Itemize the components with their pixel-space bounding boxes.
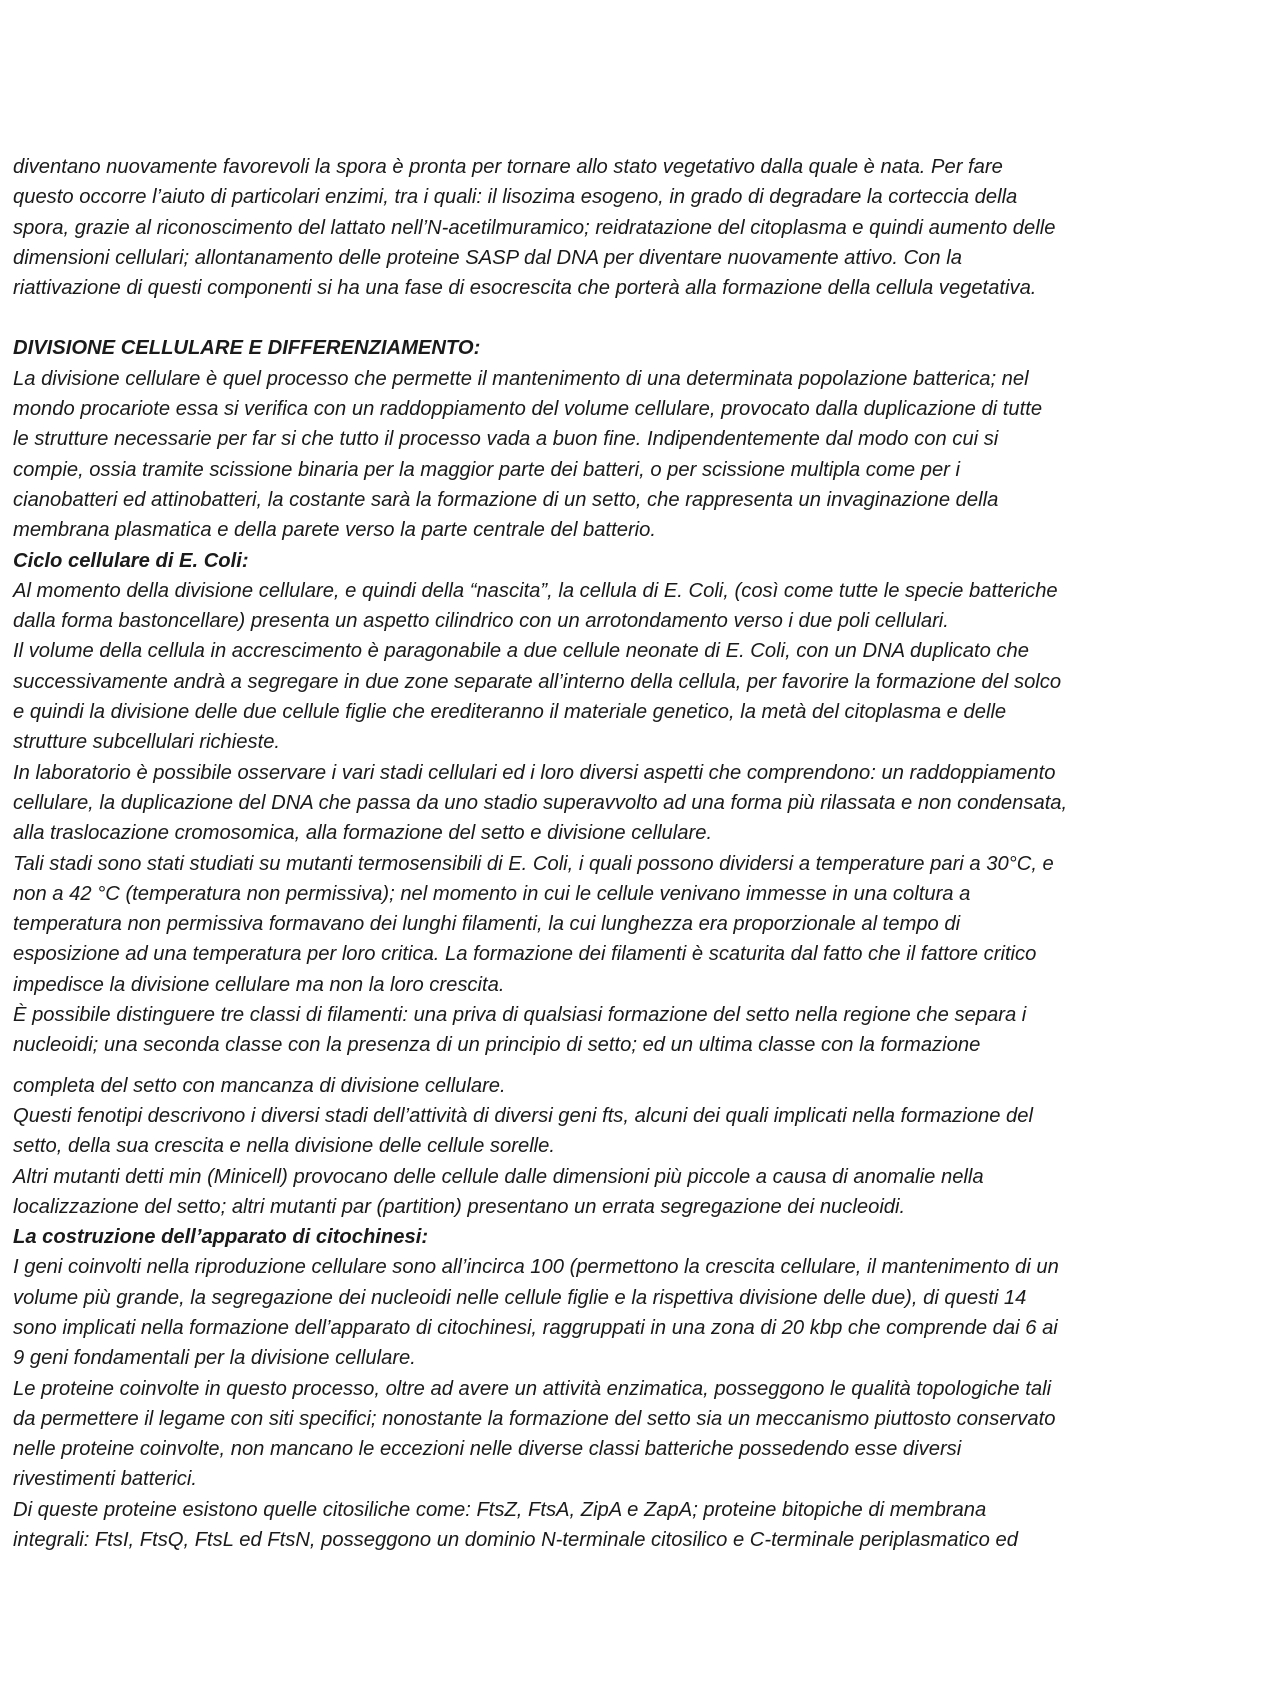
- text-line: Tali stadi sono stati studiati su mutanti termosensibili di E. Coli, i quali possono dividersi a temperature pari a 30°C, e: [13, 852, 1054, 875]
- text-line: e quindi la divisione delle due cellule figlie che erediteranno il materiale genetico, la metà del citoplasma e delle: [13, 701, 1007, 724]
- text-line: temperatura non permissiva formavano dei lunghi filamenti, la cui lunghezza era proporzionale al tempo di: [13, 913, 961, 936]
- text-line: dalla forma bastoncellare) presenta un aspetto cilindrico con un arrotondamento verso i due poli cellulari.: [13, 610, 949, 633]
- text-line: membrana plasmatica e della parete verso la parte centrale del batterio.: [13, 519, 656, 542]
- text-line: Altri mutanti detti min (Minicell) provocano delle cellule dalle dimensioni più piccole a causa di anomalie nella: [13, 1165, 984, 1188]
- section-divisione-cellulare: [13, 333, 1263, 545]
- text-line: da permettere il legame con siti specifici; nonostante la formazione del setto sia un meccanismo piuttosto conservato: [13, 1407, 1056, 1430]
- text-line: esposizione ad una temperatura per loro critica. La formazione dei filamenti è scaturita dal fatto che il fattore critico: [13, 943, 1037, 966]
- text-line: localizzazione del setto; altri mutanti par (partition) presentano un errata segregazione dei nucleoidi.: [13, 1195, 906, 1218]
- text-line: diventano nuovamente favorevoli la spora è pronta per tornare allo stato vegetativo dalla quale è nata. Per fare: [13, 156, 1003, 178]
- text-line: rivestimenti batterici.: [13, 1468, 197, 1491]
- text-line: nelle proteine coinvolte, non mancano le eccezioni nelle diverse classi batteriche possedendo esse diversi: [13, 1438, 962, 1461]
- document-page: [13, 152, 1263, 1555]
- text-line: I geni coinvolti nella riproduzione cellulare sono all’incirca 100 (permettono la crescita cellulare, il mantenimento di un: [13, 1256, 1059, 1279]
- text-line: Questi fenotipi descrivono i diversi stadi dell’attività di diversi geni fts, alcuni dei quali implicati nella formazione del: [13, 1104, 1033, 1127]
- section-ciclo-cellulare: [13, 546, 1263, 1223]
- text-line: spora, grazie al riconoscimento del lattato nell’N-acetilmuramico; reidratazione del citoplasma e quindi aumento delle: [13, 216, 1056, 239]
- text-line: alla traslocazione cromosomica, alla formazione del setto e divisione cellulare.: [13, 822, 713, 845]
- section-heading: DIVISIONE CELLULARE E DIFFERENZIAMENTO:: [13, 337, 481, 360]
- text-line: completa del setto con mancanza di divisione cellulare.: [13, 1074, 506, 1097]
- text-line: integrali: FtsI, FtsQ, FtsL ed FtsN, posseggono un dominio N-terminale citosilico e C-terminale periplasmatico ed: [13, 1529, 1018, 1552]
- text-line: successivamente andrà a segregare in due zone separate all’interno della cellula, per favorire la formazione del solco: [13, 670, 1062, 693]
- page-break-spacer: [13, 1061, 1263, 1071]
- section-heading: Ciclo cellulare di E. Coli:: [13, 549, 249, 572]
- text-line: setto, della sua crescita e nella divisione delle cellule sorelle.: [13, 1135, 555, 1158]
- text-line: nucleoidi; una seconda classe con la presenza di un principio di setto; ed un ultima classe con la formazione: [13, 1034, 981, 1057]
- text-line: questo occorre l’aiuto di particolari enzimi, tra i quali: il lisozima esogeno, in grado di degradare la corteccia della: [13, 186, 1018, 209]
- text-line: mondo procariote essa si verifica con un raddoppiamento del volume cellulare, provocato dalla duplicazione di tutte: [13, 398, 1043, 421]
- text-line: In laboratorio è possibile osservare i vari stadi cellulari ed i loro diversi aspetti che comprendono: un raddoppiamento: [13, 761, 1056, 784]
- text-line: Il volume della cellula in accrescimento è paragonabile a due cellule neonate di E. Coli, con un DNA duplicato che: [13, 640, 1029, 663]
- text-line: dimensioni cellulari; allontanamento delle proteine SASP dal DNA per diventare nuovamente attivo. Con la: [13, 246, 962, 269]
- text-line: Di queste proteine esistono quelle citosiliche come: FtsZ, FtsA, ZipA e ZapA; proteine bitopiche di membrana: [13, 1498, 987, 1521]
- section-heading: La costruzione dell’apparato di citochinesi:: [13, 1226, 429, 1249]
- text-line: le strutture necessarie per far si che tutto il processo vada a buon fine. Indipendentemente dal modo con cui si: [13, 428, 999, 451]
- intro-paragraph: [13, 152, 1263, 303]
- text-line: riattivazione di questi componenti si ha una fase di esocrescita che porterà alla formazione della cellula vegetativa.: [13, 277, 1037, 300]
- text-line: sono implicati nella formazione dell’apparato di citochinesi, raggruppati in una zona di 20 kbp che comprende dai 6 ai: [13, 1316, 1058, 1339]
- text-line: cianobatteri ed attinobatteri, la costante sarà la formazione di un setto, che rappresenta un invaginazione della: [13, 488, 999, 511]
- text-line: cellulare, la duplicazione del DNA che passa da uno stadio superavvolto ad una forma più rilassata e non condensata,: [13, 791, 1068, 814]
- paragraph-spacer: [13, 303, 1263, 333]
- text-line: 9 geni fondamentali per la divisione cellulare.: [13, 1347, 416, 1370]
- text-line: Le proteine coinvolte in questo processo, oltre ad avere un attività enzimatica, posseggono le qualità topologiche tali: [13, 1377, 1052, 1400]
- text-line: Al momento della divisione cellulare, e quindi della “nascita”, la cellula di E. Coli, (così come tutte le specie batteriche: [13, 579, 1058, 602]
- text-line: volume più grande, la segregazione dei nucleoidi nelle cellule figlie e la rispettiva divisione delle due), di questi 14: [13, 1286, 1027, 1309]
- text-line: strutture subcellulari richieste.: [13, 731, 281, 754]
- text-line: È possibile distinguere tre classi di filamenti: una priva di qualsiasi formazione del setto nella regione che separa i: [13, 1004, 1027, 1027]
- text-line: impedisce la divisione cellulare ma non la loro crescita.: [13, 973, 505, 996]
- section-apparato-citochinesi: [13, 1222, 1263, 1555]
- text-line: non a 42 °C (temperatura non permissiva); nel momento in cui le cellule venivano immesse in una coltura a: [13, 882, 971, 905]
- text-line: La divisione cellulare è quel processo che permette il mantenimento di una determinata popolazione batterica; nel: [13, 367, 1029, 390]
- text-line: compie, ossia tramite scissione binaria per la maggior parte dei batteri, o per scissione multipla come per i: [13, 458, 960, 481]
